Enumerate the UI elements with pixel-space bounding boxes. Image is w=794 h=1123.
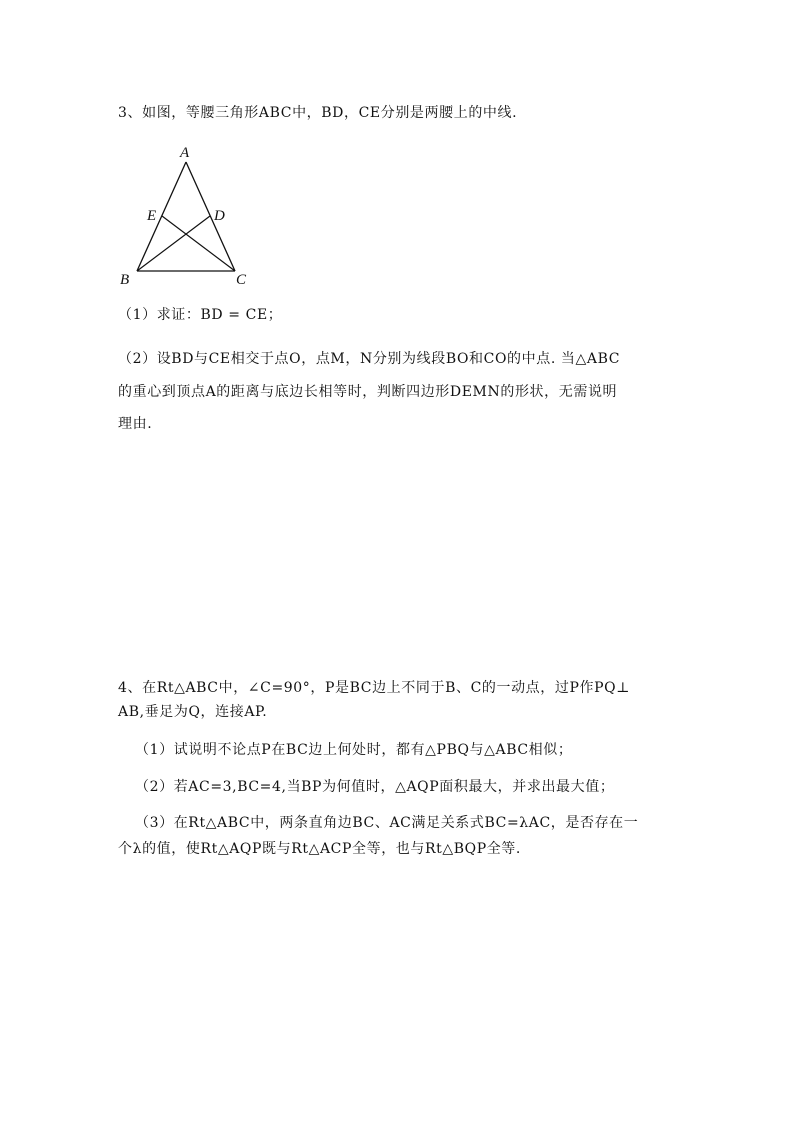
side-ab <box>137 162 186 271</box>
problem3-part1: （1）求证：BD = CE； <box>118 307 283 323</box>
triangle-figure <box>110 140 260 290</box>
problem4-intro-line1: 4、在Rt△ABC中，∠C=90°，P是BC边上不同于B、C的一动点，过P作PQ⊥ <box>118 680 630 696</box>
problem3-part2-line3: 理由. <box>118 416 153 432</box>
label-c: C <box>236 272 247 288</box>
problem3-part2-line2: 的重心到顶点A的距离与底边长相等时，判断四边形DEMN的形状，无需说明 <box>118 384 618 400</box>
label-d: D <box>214 208 225 224</box>
side-ac <box>186 162 235 271</box>
label-a: A <box>180 145 190 161</box>
problem3-part2-line1: （2）设BD与CE相交于点O，点M，N分别为线段BO和CO的中点. 当△ABC <box>118 351 621 367</box>
label-b: B <box>120 272 130 288</box>
problem4-part3-line2: 个λ的值，使Rt△AQP既与Rt△ACP全等，也与Rt△BQP全等. <box>118 841 521 857</box>
problem4-part3-line1: （3）在Rt△ABC中，两条直角边BC、AC满足关系式BC=λAC，是否存在一 <box>135 815 639 831</box>
problem4-intro-line2: AB,垂足为Q，连接AP. <box>118 704 268 720</box>
problem4-part1: （1）试说明不论点P在BC边上何处时，都有△PBQ与△ABC相似； <box>135 742 573 758</box>
label-e: E <box>147 208 157 224</box>
problem3-intro: 3、如图，等腰三角形ABC中，BD，CE分别是两腰上的中线. <box>118 105 518 121</box>
problem4-part2: （2）若AC=3,BC=4,当BP为何值时，△AQP面积最大，并求出最大值； <box>135 779 615 795</box>
